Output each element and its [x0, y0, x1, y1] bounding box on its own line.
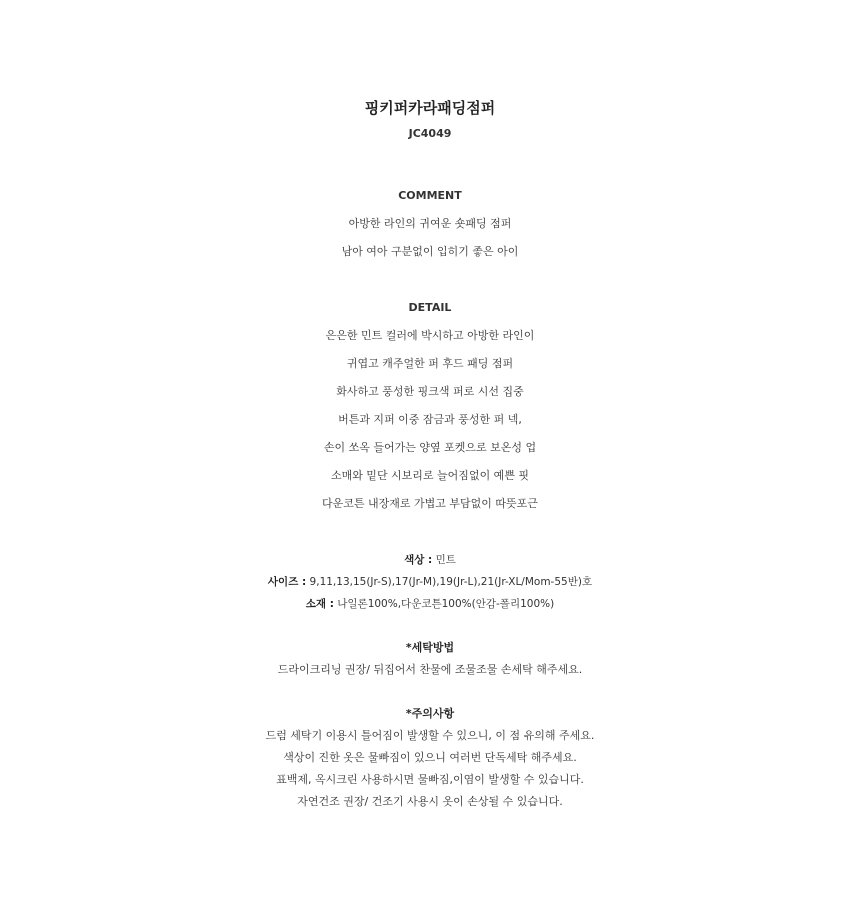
material-label: 소재 :: [305, 598, 334, 610]
detail-line: 다운코튼 내장재로 가볍고 부담없이 따뜻포근: [322, 497, 538, 510]
size-info: [0, 574, 860, 590]
detail-line: 버튼과 지퍼 이중 잠금과 풍성한 퍼 넥,: [338, 413, 522, 426]
caution-line: 색상이 진한 옷은 물빠짐이 있으니 여러번 단독세탁 해주세요.: [283, 751, 577, 764]
detail-heading: DETAIL: [408, 301, 452, 314]
comment-line: 아방한 라인의 귀여운 숏패딩 점퍼: [348, 217, 512, 230]
size-value: 9,11,13,15(Jr-S),17(Jr-M),19(Jr-L),21(Jr-XL/Mom-55반)호: [309, 576, 593, 588]
size-label: 사이즈 :: [267, 576, 307, 588]
detail-line: 소매와 밑단 시보리로 늘어짐없이 예쁜 핏: [330, 469, 530, 482]
caution-heading: *주의사항: [405, 707, 455, 720]
washing-heading: *세탁방법: [405, 641, 455, 654]
caution-line: 표백제, 옥시크린 사용하시면 물빠짐,이염이 발생할 수 있습니다.: [276, 773, 584, 786]
comment-line: 남아 여아 구분없이 입히기 좋은 아이: [341, 245, 519, 258]
material-value: 나일론100%,다운코튼100%(안감-폴리100%): [337, 598, 555, 610]
caution-line: 자연건조 권장/ 건조기 사용시 옷이 손상될 수 있습니다.: [297, 795, 563, 808]
color-label: 색상 :: [404, 554, 433, 566]
color-info: [0, 552, 860, 568]
detail-line: 손이 쏘옥 들어가는 양옆 포켓으로 보온성 업: [323, 441, 537, 454]
caution-line: 드럼 세탁기 이용시 틀어짐이 발생할 수 있으니, 이 점 유의해 주세요.: [265, 729, 595, 742]
washing-text: 드라이크리닝 권장/ 뒤집어서 찬물에 조물조물 손세탁 해주세요.: [277, 663, 583, 676]
color-value: 민트: [435, 554, 456, 566]
product-name: 핑키퍼카라패딩점퍼: [364, 99, 496, 117]
detail-line: 화사하고 풍성한 핑크색 퍼로 시선 집중: [336, 385, 524, 398]
comment-heading: COMMENT: [398, 189, 462, 202]
detail-line: 은은한 민트 컬러에 박시하고 아방한 라인이: [325, 329, 535, 342]
detail-line: 귀엽고 캐주얼한 퍼 후드 패딩 점퍼: [346, 357, 514, 370]
product-code: JC4049: [408, 127, 452, 140]
material-info: [0, 596, 860, 612]
